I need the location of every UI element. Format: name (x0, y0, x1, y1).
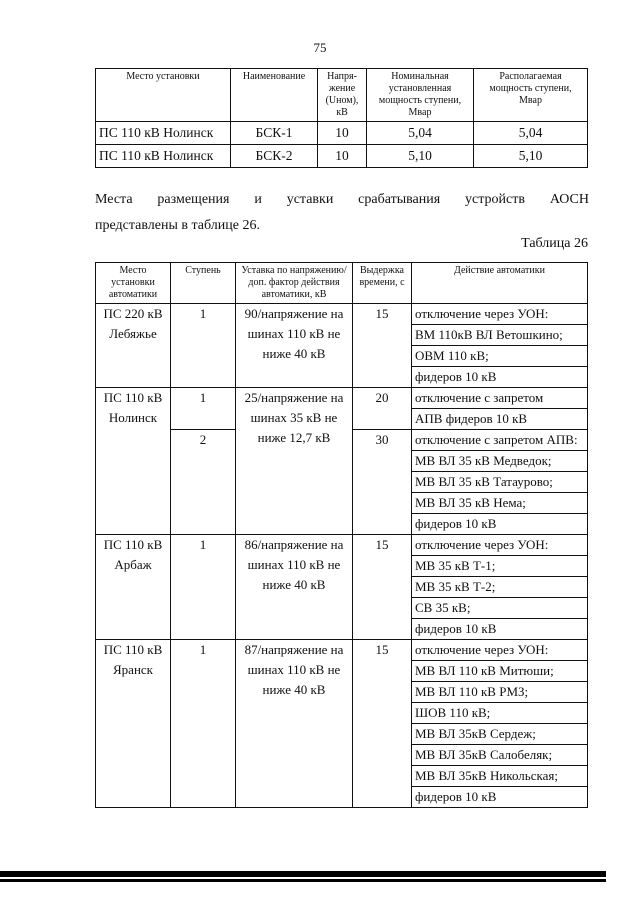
column-header: Наименование (231, 69, 318, 122)
delay-cell: 15 (353, 304, 412, 388)
table-header-row (96, 69, 588, 122)
setting-cell: 90/напряжение на шинах 110 кВ не ниже 40 кВ (236, 304, 353, 388)
delay-cell: 30 (353, 430, 412, 535)
table-cell: 5,10 (367, 145, 474, 168)
table-cell: ПС 110 кВ Нолинск (96, 145, 231, 168)
place-cell: ПС 110 кВ Нолинск (96, 388, 171, 535)
action-line: МВ 35 кВ Т-1; (412, 556, 587, 577)
capacitor-bank-table (95, 68, 588, 168)
action-line: ШОВ 110 кВ; (412, 703, 587, 724)
step-cell: 2 (171, 430, 236, 535)
action-line: АПВ фидеров 10 кВ (415, 411, 528, 426)
action-line: отключение через УОН: (412, 304, 587, 325)
place-cell: ПС 110 кВ Арбаж (96, 535, 171, 640)
step-cell: 1 (171, 304, 236, 388)
column-header: Место установки автоматики (96, 263, 171, 304)
action-line: фидеров 10 кВ (415, 516, 497, 531)
column-header: Уставка по напряжению/ доп. фактор действия автоматики, кВ (236, 263, 353, 304)
action-line: фидеров 10 кВ (415, 369, 497, 384)
action-line: МВ ВЛ 35кВ Салобеляк; (412, 745, 587, 766)
table-cell: 10 (318, 145, 367, 168)
page-number: 75 (313, 40, 327, 55)
column-header: Выдержка времени, с (353, 263, 412, 304)
step-cell: 1 (171, 388, 236, 430)
table-row (96, 640, 588, 808)
delay-cell: 20 (353, 388, 412, 430)
action-cell (412, 640, 588, 808)
body-paragraph-line: представлены в таблице 26. (95, 218, 260, 233)
scan-border-bar (0, 871, 606, 877)
setting-cell: 86/напряжение на шинах 110 кВ не ниже 40 кВ (236, 535, 353, 640)
column-header: Место установки (96, 69, 231, 122)
scan-border-bar (0, 879, 606, 882)
column-header: Располагаемая мощность ступени, Мвар (474, 69, 588, 122)
table-row (96, 122, 588, 145)
table-header-row (96, 263, 588, 304)
aosn-settings-table (95, 262, 588, 808)
table-row (96, 304, 588, 388)
setting-cell: 25/напряжение на шинах 35 кВ не ниже 12,7 кВ (236, 388, 353, 535)
action-cell (412, 388, 588, 430)
action-cell (412, 430, 588, 535)
table-cell: 5,10 (474, 145, 588, 168)
table-cell: 10 (318, 122, 367, 145)
delay-cell: 15 (353, 640, 412, 808)
action-line: МВ 35 кВ Т-2; (412, 577, 587, 598)
place-cell: ПС 110 кВ Яранск (96, 640, 171, 808)
table-cell: 5,04 (474, 122, 588, 145)
action-line: ВМ 110кВ ВЛ Ветошкино; (412, 325, 587, 346)
action-line: МВ ВЛ 110 кВ Митюши; (412, 661, 587, 682)
table-row (96, 535, 588, 640)
action-cell (412, 304, 588, 388)
action-line: МВ ВЛ 35 кВ Нема; (412, 493, 587, 514)
table-row (96, 388, 588, 430)
column-header: Номинальная установленная мощность ступени, Мвар (367, 69, 474, 122)
table-cell: ПС 110 кВ Нолинск (96, 122, 231, 145)
setting-cell: 87/напряжение на шинах 110 кВ не ниже 40 кВ (236, 640, 353, 808)
action-line: отключение с запретом (412, 388, 587, 409)
table-caption: Таблица 26 (521, 236, 588, 251)
action-line: фидеров 10 кВ (415, 789, 497, 804)
table-cell: БСК-1 (231, 122, 318, 145)
action-cell (412, 535, 588, 640)
action-line: СВ 35 кВ; (412, 598, 587, 619)
action-line: ОВМ 110 кВ; (412, 346, 587, 367)
column-header: Действие автоматики (412, 263, 588, 304)
column-header: Напря-жение (Uном), кВ (318, 69, 367, 122)
action-line: фидеров 10 кВ (415, 621, 497, 636)
action-line: МВ ВЛ 110 кВ РМЗ; (412, 682, 587, 703)
table-cell: 5,04 (367, 122, 474, 145)
step-cell: 1 (171, 640, 236, 808)
action-line: отключение через УОН: (412, 535, 587, 556)
action-line: МВ ВЛ 35кВ Сердеж; (412, 724, 587, 745)
column-header: Ступень (171, 263, 236, 304)
delay-cell: 15 (353, 535, 412, 640)
action-line: МВ ВЛ 35 кВ Медведок; (412, 451, 587, 472)
action-line: МВ ВЛ 35кВ Никольская; (412, 766, 587, 787)
table-cell: БСК-2 (231, 145, 318, 168)
body-paragraph-line: Места размещения и уставки срабатывания устройств АОСН (95, 192, 589, 207)
action-line: отключение через УОН: (412, 640, 587, 661)
action-line: МВ ВЛ 35 кВ Татаурово; (412, 472, 587, 493)
action-line: отключение с запретом АПВ: (412, 430, 587, 451)
table-row (96, 145, 588, 168)
place-cell: ПС 220 кВ Лебяжье (96, 304, 171, 388)
step-cell: 1 (171, 535, 236, 640)
